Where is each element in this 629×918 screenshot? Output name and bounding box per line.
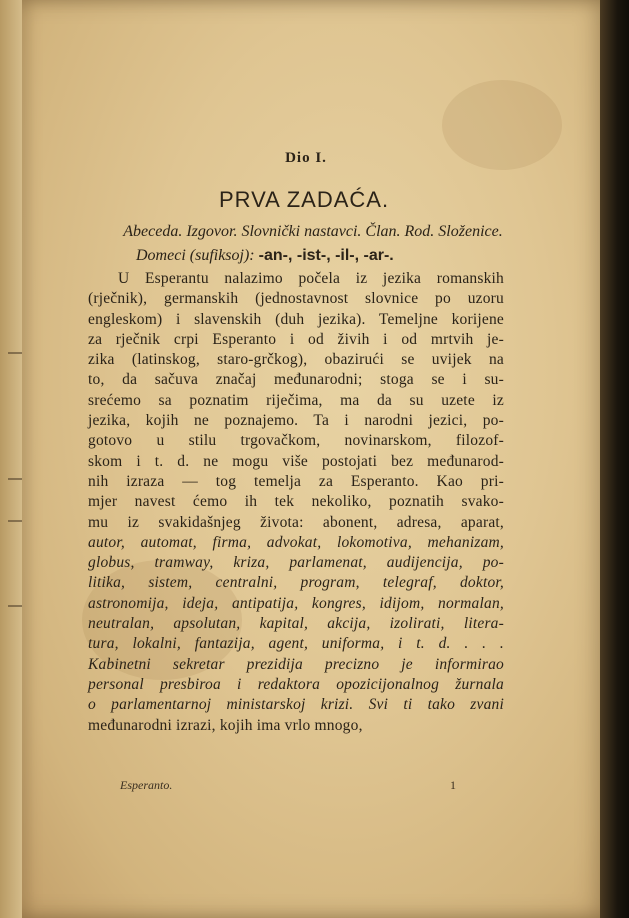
- page-number: 1: [450, 778, 456, 792]
- text-line: Kabinetni sekretar prezidija precizno je informirao: [88, 655, 504, 673]
- text-line: to, da sačuva značaj međunarodni; stoga se i su-: [88, 371, 504, 389]
- text-line: skom i t. d. ne mogu više postojati bez međunarod-: [88, 452, 504, 470]
- text-line: autor, automat, firma, advokat, lokomotiva, mehanizam,: [88, 533, 504, 551]
- body-paragraph: [88, 269, 504, 736]
- footer-running-title: Esperanto.: [120, 778, 173, 792]
- binding-shadow: [600, 0, 629, 918]
- text-line: zika (latinskog, staro-grčkog), obazirući se uvijek na: [88, 351, 504, 369]
- part-label: Dio I.: [285, 150, 327, 166]
- text-line: međunarodni izrazi, kojih ima vrlo mnogo,: [88, 716, 363, 734]
- text-line: astronomija, ideja, antipatija, kongres, idijom, normalan,: [88, 594, 504, 612]
- page-content: [88, 150, 504, 736]
- text-line: mu iz svakidašnjeg života: abonent, adresa, aparat,: [88, 513, 504, 531]
- text-line: srećemo sa poznatim riječima, ma da su uzete iz: [88, 391, 504, 409]
- text-line: U Esperantu nalazimo počela iz jezika romanskih: [118, 270, 504, 287]
- text-line: gotovo u stilu trgovačkom, novinarskom, filozof-: [88, 432, 504, 450]
- text-line: nih izraza — tog temelja za Esperanto. Kao pri-: [88, 472, 504, 490]
- text-line: mjer navest ćemo ih tek nekoliko, poznatih svako-: [88, 493, 504, 511]
- text-line: globus, tramway, kriza, parlamenat, audijencija, po-: [88, 554, 504, 572]
- suffix-label: Domeci (sufiksoj):: [136, 247, 255, 264]
- chapter-subtitle: Abeceda. Izgovor. Slovnički nastavci. Član. Rod. Složenice.: [123, 223, 503, 240]
- text-line: engleskom) i slavenskih (duh jezika). Temeljne korijene: [88, 310, 504, 328]
- text-line: neutralan, apsolutan, kapital, akcija, izolirati, litera-: [88, 615, 504, 633]
- text-line: o parlamentarnoj ministarskoj krizi. Svi ti tako zvani: [88, 696, 504, 714]
- chapter-title: PRVA ZADAĆA.: [218, 187, 390, 212]
- text-line: tura, lokalni, fantazija, agent, uniforma, i t. d. . . .: [88, 635, 504, 653]
- suffix-line: [136, 247, 504, 265]
- text-line: personal presbiroa i redaktora opozicijonalnog žurnala: [88, 675, 504, 693]
- text-line: jezika, kojih ne poznajemo. Ta i narodni jezici, po-: [88, 412, 504, 430]
- text-line: (rječnik), germanskih (jednostavnost slovnice po uzoru: [88, 290, 504, 308]
- text-line: za rječnik crpi Esperanto i od živih i od mrtvih je-: [88, 330, 504, 348]
- text-line: litika, sistem, centralni, program, telegraf, doktor,: [88, 574, 504, 592]
- suffix-list: -an-, -ist-, -il-, -ar-.: [258, 247, 394, 264]
